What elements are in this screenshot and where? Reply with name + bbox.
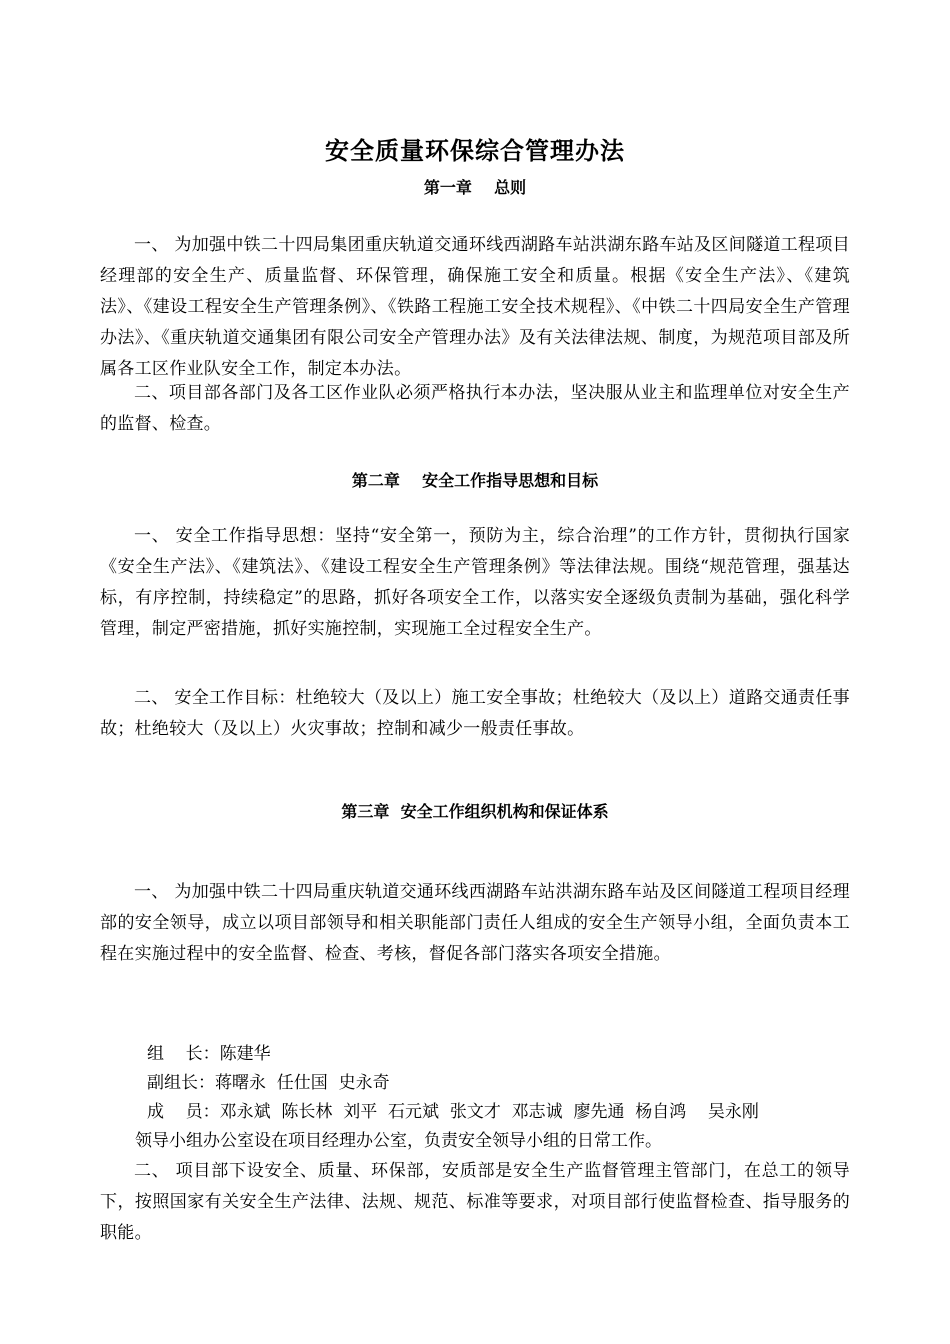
chapter-3-heading: 第三章 安全工作组织机构和保证体系	[341, 802, 609, 821]
chapter-3-paragraph-1: 一、 为加强中铁二十四局重庆轨道交通环线西湖路车站洪湖东路车站及区间隧道工程项目经理部的安全领导，成立以项目部领导和相关职能部门责任人组成的安全生产领导小组，全面负责本工程在实施过程中的安全监督、检查、考核，督促各部门落实各项安全措施。	[100, 882, 850, 964]
chapter-2-heading: 第二章 安全工作指导思想和目标	[351, 471, 599, 490]
deputy-leader-line: 副组长：蒋曙永 任仕国 史永奇	[147, 1073, 390, 1093]
chapter-1-paragraph-1: 一、 为加强中铁二十四局集团重庆轨道交通环线西湖路车站洪湖东路车站及区间隧道工程项目经理部的安全生产、质量监督、环保管理，确保施工安全和质量。根据《安全生产法》、《建筑法》、《建设工程安全生产管理条例》、《铁路工程施工安全技术规程》、《中铁二十四局安全生产管理办法》、《重庆轨道交通集团有限公司安全产管理办法》及有关法律法规、制度，为规范项目部及所属各工区作业队安全工作，制定本办法。	[100, 235, 850, 379]
members-line: 成 员：邓永斌 陈长林 刘平 石元斌 张文才 邓志诚 廖先通 杨自鸿 吴永刚	[147, 1102, 759, 1122]
chapter-3-paragraph-2: 二、 项目部下设安全、质量、环保部，安质部是安全生产监督管理主管部门，在总工的领导下，按照国家有关安全生产法律、法规、规范、标准等要求，对项目部行使监督检查、指导服务的职能。	[100, 1161, 850, 1243]
document-title: 安全质量环保综合管理办法	[325, 136, 625, 165]
chapter-2-paragraph-2: 二、 安全工作目标：杜绝较大（及以上）施工安全事故；杜绝较大（及以上）道路交通责任事故；杜绝较大（及以上）火灾事故；控制和减少一般责任事故。	[100, 688, 850, 739]
chapter-1-heading: 第一章 总则	[423, 178, 527, 197]
chapter-1-paragraph-2: 二、项目部各部门及各工区作业队必须严格执行本办法，坚决服从业主和监理单位对安全生产的监督、检查。	[100, 383, 850, 434]
leader-line: 组 长：陈建华	[147, 1044, 271, 1064]
office-line: 领导小组办公室设在项目经理办公室，负责安全领导小组的日常工作。	[135, 1131, 662, 1151]
chapter-2-paragraph-1: 一、 安全工作指导思想：坚持“安全第一，预防为主，综合治理”的工作方针，贯彻执行国家《安全生产法》、《建筑法》、《建设工程安全生产管理条例》等法律法规。围绕“规范管理，强基达标，有序控制，持续稳定”的思路，抓好各项安全工作，以落实安全逐级负责制为基础，强化科学管理，制定严密措施，抓好实施控制，实现施工全过程安全生产。	[100, 526, 850, 639]
